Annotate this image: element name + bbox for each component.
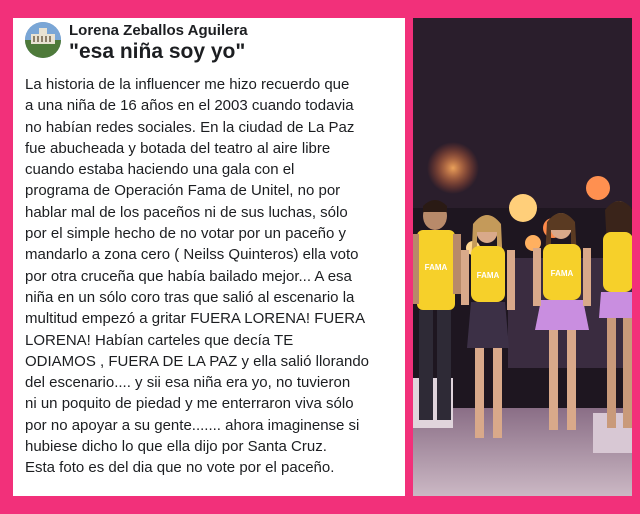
post-line: ni un poquito de piedad y me enterraron viva sólo: [25, 395, 354, 413]
post-line: hubiese dicho lo que ella dijo por Santa Cruz.: [25, 438, 327, 456]
post-title: "esa niña soy yo": [69, 40, 246, 63]
avatar-building-icon: [25, 22, 61, 58]
post-line: La historia de la influencer me hizo recuerdo que: [25, 76, 350, 93]
post-line: por otra cruceña que había bailado mejor... A esa: [25, 267, 352, 285]
post-body: [25, 74, 401, 479]
post-line: LORENA! Habían carteles que decía TE: [25, 331, 294, 349]
shirt-logo: FAMA: [550, 269, 574, 278]
post-line: por no apoyar a su gente....... ahora imaginense si: [25, 416, 360, 434]
shirt-logo: FAMA: [424, 263, 448, 272]
stage-photo: [413, 18, 632, 496]
post-line: multitud empezó a gritar FUERA LORENA! FUERA: [25, 310, 366, 328]
post-line: hablar mal de los paceños ni de sus luchas, sólo: [25, 203, 348, 221]
post-line: niña en un sólo coro tras que salió al escenario la: [25, 288, 355, 306]
post-line: mandarlo a zona cero ( Neilss Quinteros) ella voto: [25, 246, 359, 264]
post-line: no habían redes sociales. En la ciudad de La Paz: [25, 118, 355, 136]
post-line: ODIAMOS , FUERA DE LA PAZ y ella salió llorando: [25, 352, 370, 370]
post-line: del escenario.... y sii esa niña era yo, no tuvieron: [25, 374, 351, 392]
post-line: fue abucheada y botada del teatro al aire libre: [25, 139, 331, 157]
post-line: por el simple hecho de no votar por un paceño y: [25, 225, 347, 243]
stage-scene: [413, 18, 632, 496]
post-line: cuando estaba haciendo una gala con el: [25, 161, 295, 179]
avatar[interactable]: [25, 22, 61, 58]
author-name[interactable]: Lorena Zeballos Aguilera: [69, 22, 248, 39]
post-line: programa de Operación Fama de Unitel, no por: [25, 182, 341, 200]
post-card: [13, 18, 405, 496]
shirt-logo: FAMA: [476, 271, 500, 280]
post-line: a una niña de 16 años en el 2003 cuando todavia: [25, 97, 354, 115]
post-line: Esta foto es del dia que no vote por el paceño.: [25, 459, 335, 477]
